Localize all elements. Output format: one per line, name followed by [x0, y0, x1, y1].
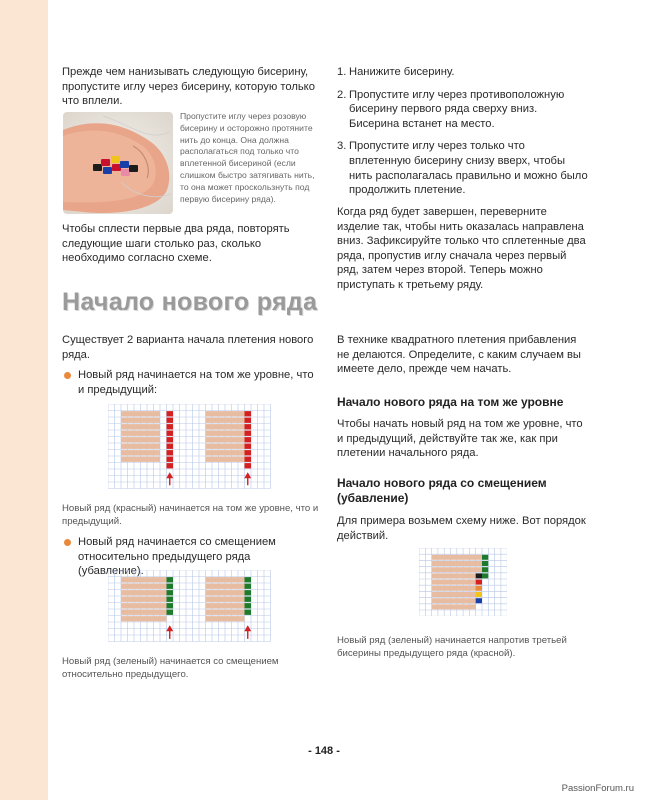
bead-green: [482, 561, 488, 566]
bead-red: [245, 431, 252, 436]
bead-green: [167, 597, 174, 602]
bead-red: [167, 431, 174, 436]
bead: [121, 424, 160, 429]
bead: [206, 431, 245, 436]
bead: [121, 418, 160, 423]
bead: [432, 555, 476, 560]
photo-caption: Пропустите иглу через розовую бисерину и осторожно протяните нить до конца. Она должна располагаться под только что вплетенной бисериной (если слишком быстро затягивать нить, то она может проскользнуть под первую бисерину ряда).: [180, 111, 315, 204]
bead: [206, 590, 245, 595]
bead: [432, 604, 476, 609]
section-title: Начало нового ряда: [62, 288, 318, 316]
watermark: PassionForum.ru: [561, 783, 634, 794]
paragraph-shifted: Для примера возьмем схему ниже. Вот порядок действий.: [337, 515, 586, 542]
bullet-1-text: Новый ряд начинается на том же уровне, что и предыдущий:: [78, 369, 314, 396]
bead-red: [245, 463, 252, 468]
bead-red: [245, 411, 252, 416]
bead: [206, 457, 245, 462]
bead: [206, 597, 245, 602]
bead: [476, 561, 482, 566]
bead-red: [167, 437, 174, 442]
bead: [121, 584, 167, 589]
bullet-2-text: Новый ряд начинается со смещением относительно предыдущего ряда (убавление).: [78, 536, 276, 578]
bead-red: [167, 450, 174, 455]
bead: [432, 561, 476, 566]
bead-red: [167, 411, 174, 416]
bead-green: [167, 590, 174, 595]
bead: [121, 590, 167, 595]
bead-yellow: [476, 592, 482, 597]
beads-on-finger-photo: [63, 112, 173, 214]
heading-shifted: Начало нового ряда со смещением (убавление): [337, 476, 547, 505]
bead-red: [167, 457, 174, 462]
bead-green: [245, 590, 252, 595]
bead: [476, 567, 482, 572]
left-intro: Существует 2 варианта начала плетения нового ряда.: [62, 334, 314, 361]
bead: [121, 577, 167, 582]
bead-green: [167, 603, 174, 608]
bead-green: [245, 577, 252, 582]
bead-green: [482, 573, 488, 578]
bead-red: [245, 437, 252, 442]
diagram-example: [419, 548, 507, 616]
bead-red: [167, 418, 174, 423]
bead-red: [245, 444, 252, 449]
caption-1: Новый ряд (красный) начинается на том же уровне, что и предыдущий.: [62, 503, 319, 527]
bead-green: [482, 555, 488, 560]
intro-paragraph-1: Прежде чем нанизывать следующую бисерину, пропустите иглу через бисерину, которую только что вплели.: [62, 66, 315, 108]
bead: [206, 603, 245, 608]
diagram-same-level: [108, 404, 276, 494]
bead: [432, 567, 476, 572]
bead-red: [245, 450, 252, 455]
bead: [206, 450, 245, 455]
bead: [206, 437, 245, 442]
bead: [432, 586, 476, 591]
bead-green: [245, 597, 252, 602]
heading-same-level: Начало нового ряда на том же уровне: [337, 395, 564, 409]
bead: [206, 411, 245, 416]
bead: [206, 418, 245, 423]
bead-green: [245, 584, 252, 589]
bead-red: [245, 424, 252, 429]
bead-red: [245, 457, 252, 462]
bead: [206, 584, 245, 589]
step-item: 1. Нанижите бисерину.: [337, 66, 455, 78]
bead: [476, 555, 482, 560]
bead: [121, 444, 160, 449]
steps-list: [337, 65, 589, 204]
right-intro: В технике квадратного плетения прибавления не делаются. Определите, с каким случаем вы имеете дело, прежде чем начать.: [337, 334, 581, 376]
bead-green: [245, 603, 252, 608]
side-strip: [0, 0, 48, 800]
bead: [432, 580, 476, 585]
caption-2: Новый ряд (зеленый) начинается со смещением относительно предыдущего.: [62, 656, 279, 680]
bead: [121, 616, 167, 621]
bead: [121, 450, 160, 455]
bead: [432, 598, 476, 603]
bead-blue: [476, 598, 482, 603]
diagram-example-svg: [419, 548, 507, 616]
bead: [121, 437, 160, 442]
bead: [121, 603, 167, 608]
bead-green: [167, 584, 174, 589]
bullet-2: [64, 539, 71, 546]
bead: [121, 610, 167, 615]
bead-red: [167, 444, 174, 449]
bead-orange: [476, 586, 482, 591]
bead: [121, 411, 160, 416]
bead: [206, 424, 245, 429]
bullet-1: [64, 372, 71, 379]
bead: [432, 573, 476, 578]
bead: [206, 444, 245, 449]
page-number: - 148 -: [308, 745, 340, 757]
bead: [206, 577, 245, 582]
after-steps-paragraph: Когда ряд будет завершен, переверните изделие так, чтобы нить оказалась направлена вниз. Зафиксируйте только что сплетенные два ряда, пропустив иглу сначала через первый ряд, затем через второй. Теперь можно приступать к третьему ряду.: [337, 206, 586, 291]
bead-green: [245, 610, 252, 615]
diagram-same-level-svg: [108, 404, 276, 494]
bead: [121, 597, 167, 602]
bead: [432, 592, 476, 597]
caption-example: Новый ряд (зеленый) начинается напротив третьей бисерины предыдущего ряда (красной).: [337, 635, 567, 659]
bead-black: [476, 573, 482, 578]
bead-red: [167, 424, 174, 429]
step-item: 2. Пропустите иглу через противоположную бисерину первого ряда сверху вниз. Бисерина встанет на место.: [337, 88, 565, 130]
paragraph-same-level: Чтобы начать новый ряд на том же уровне, что и предыдущий, действуйте так же, как при плетении начального ряда.: [337, 418, 583, 460]
diagram-shifted: [108, 570, 276, 650]
bead-red: [476, 580, 482, 585]
bead: [206, 610, 245, 615]
bead: [206, 616, 245, 621]
bead-green: [167, 610, 174, 615]
bead-red: [167, 463, 174, 468]
diagram-shifted-svg: [108, 570, 276, 650]
bead-green: [482, 567, 488, 572]
bead: [121, 457, 160, 462]
bead: [121, 431, 160, 436]
intro-paragraph-2: Чтобы сплести первые два ряда, повторять следующие шаги столько раз, сколько необходимо согласно схеме.: [62, 223, 290, 265]
bead-red: [245, 418, 252, 423]
bead-green: [167, 577, 174, 582]
step-item: 3. Пропустите иглу через только что вплетенную бисерину снизу вверх, чтобы нить располагалась правильно и можно было продолжить плетение.: [337, 140, 588, 197]
